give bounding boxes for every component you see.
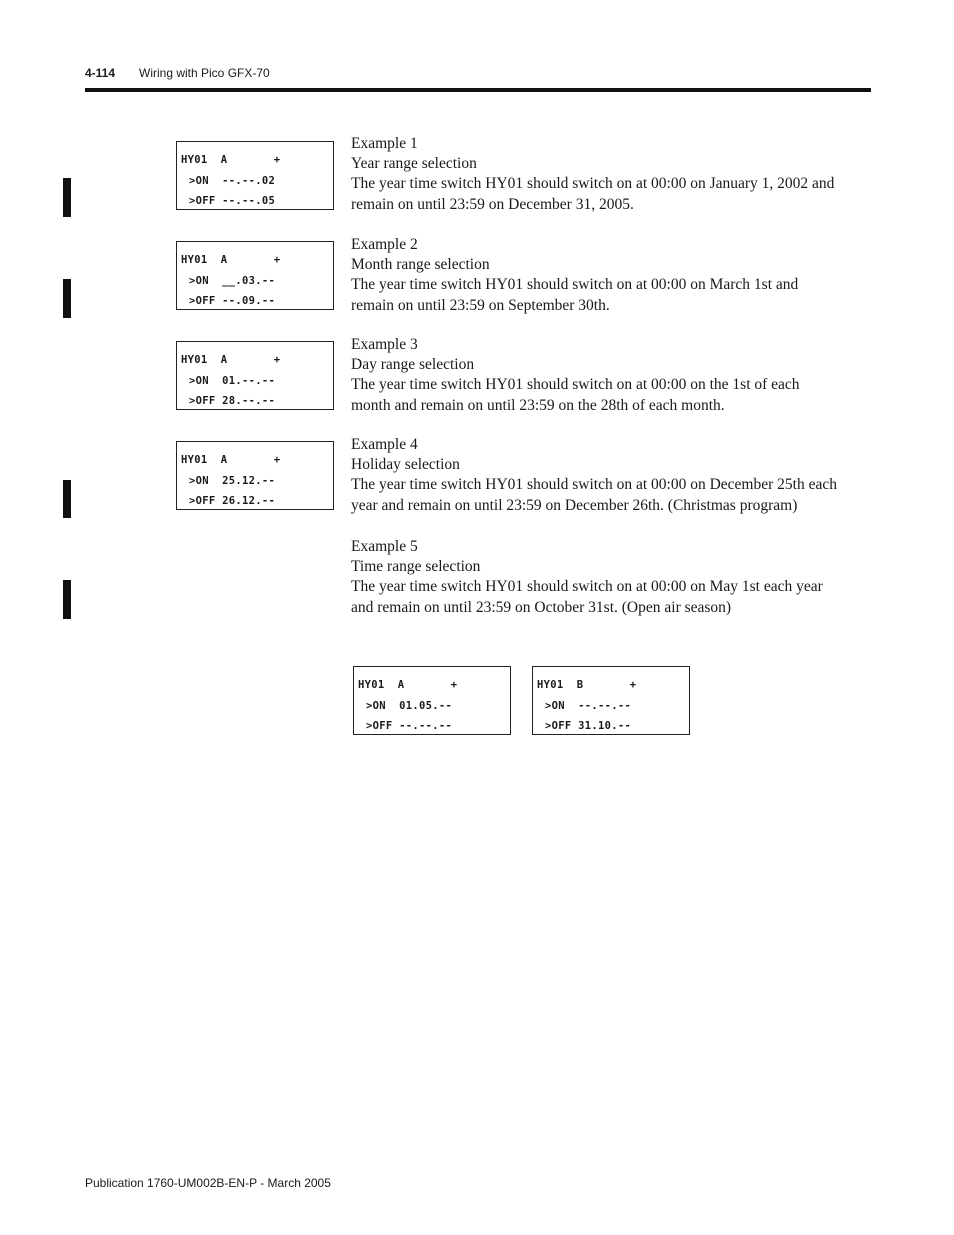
lcd-display-example-3 xyxy=(176,341,334,410)
example-text-line: The year time switch HY01 should switch on at 00:00 on March 1st and xyxy=(351,276,799,294)
example-text-line: remain on until 23:59 on December 31, 2005. xyxy=(351,195,634,213)
lcd-line-off: >OFF 28.--.-- xyxy=(189,395,276,407)
example-text-line: and remain on until 23:59 on October 31st. (Open air season) xyxy=(351,598,732,616)
example-heading: Example 2 xyxy=(351,236,418,253)
example-heading: Example 3 xyxy=(351,336,418,353)
lcd-display-example-5b xyxy=(532,666,690,735)
lcd-display-example-5a xyxy=(353,666,511,735)
example-3 xyxy=(351,335,876,416)
lcd-line-on: >ON --.--.-- xyxy=(545,700,632,712)
example-text-line: The year time switch HY01 should switch on at 00:00 on May 1st each year xyxy=(351,578,823,596)
change-bar xyxy=(63,178,71,217)
example-text-line: month and remain on until 23:59 on the 28th of each month. xyxy=(351,396,725,414)
change-bar xyxy=(63,580,71,619)
example-text-line: The year time switch HY01 should switch on at 00:00 on January 1, 2002 and xyxy=(351,175,835,193)
example-subheading: Year range selection xyxy=(351,155,477,173)
lcd-line-function: HY01 A + xyxy=(181,354,281,366)
lcd-line-on: >ON __.03.-- xyxy=(189,275,276,287)
lcd-line-on: >ON 01.05.-- xyxy=(366,700,453,712)
example-text-line: remain on until 23:59 on September 30th. xyxy=(351,296,610,314)
example-5 xyxy=(351,537,876,618)
example-subheading: Time range selection xyxy=(351,558,481,576)
lcd-line-on: >ON 01.--.-- xyxy=(189,375,276,387)
change-bar xyxy=(63,279,71,318)
lcd-display-example-1 xyxy=(176,141,334,210)
lcd-line-function: HY01 A + xyxy=(181,454,281,466)
lcd-line-on: >ON 25.12.-- xyxy=(189,475,276,487)
publication-footer: Publication 1760-UM002B-EN-P - March 2005 xyxy=(85,1176,331,1190)
example-heading: Example 5 xyxy=(351,538,418,555)
example-text-line: The year time switch HY01 should switch on at 00:00 on the 1st of each xyxy=(351,376,800,394)
change-bar xyxy=(63,480,71,518)
lcd-line-function: HY01 A + xyxy=(181,254,281,266)
lcd-line-off: >OFF --.09.-- xyxy=(189,295,276,307)
lcd-line-function: HY01 A + xyxy=(358,679,458,691)
header-rule xyxy=(85,88,871,92)
lcd-display-example-4 xyxy=(176,441,334,510)
lcd-line-off: >OFF 26.12.-- xyxy=(189,495,276,507)
example-2 xyxy=(351,235,876,316)
lcd-line-function: HY01 A + xyxy=(181,154,281,166)
example-heading: Example 1 xyxy=(351,135,418,152)
example-1 xyxy=(351,134,876,215)
lcd-line-off: >OFF --.--.05 xyxy=(189,195,276,207)
example-text-line: year and remain on until 23:59 on December 26th. (Christmas program) xyxy=(351,496,798,514)
section-title: Wiring with Pico GFX-70 xyxy=(139,66,270,80)
lcd-display-example-2 xyxy=(176,241,334,310)
example-subheading: Day range selection xyxy=(351,356,475,374)
example-subheading: Month range selection xyxy=(351,256,490,274)
page-number: 4-114 xyxy=(85,66,116,80)
example-text-line: The year time switch HY01 should switch on at 00:00 on December 25th each xyxy=(351,476,837,494)
example-subheading: Holiday selection xyxy=(351,456,460,474)
lcd-line-off: >OFF 31.10.-- xyxy=(545,720,632,732)
example-heading: Example 4 xyxy=(351,436,418,453)
lcd-line-function: HY01 B + xyxy=(537,679,637,691)
lcd-line-off: >OFF --.--.-- xyxy=(366,720,453,732)
example-4 xyxy=(351,435,876,516)
lcd-line-on: >ON --.--.02 xyxy=(189,175,276,187)
